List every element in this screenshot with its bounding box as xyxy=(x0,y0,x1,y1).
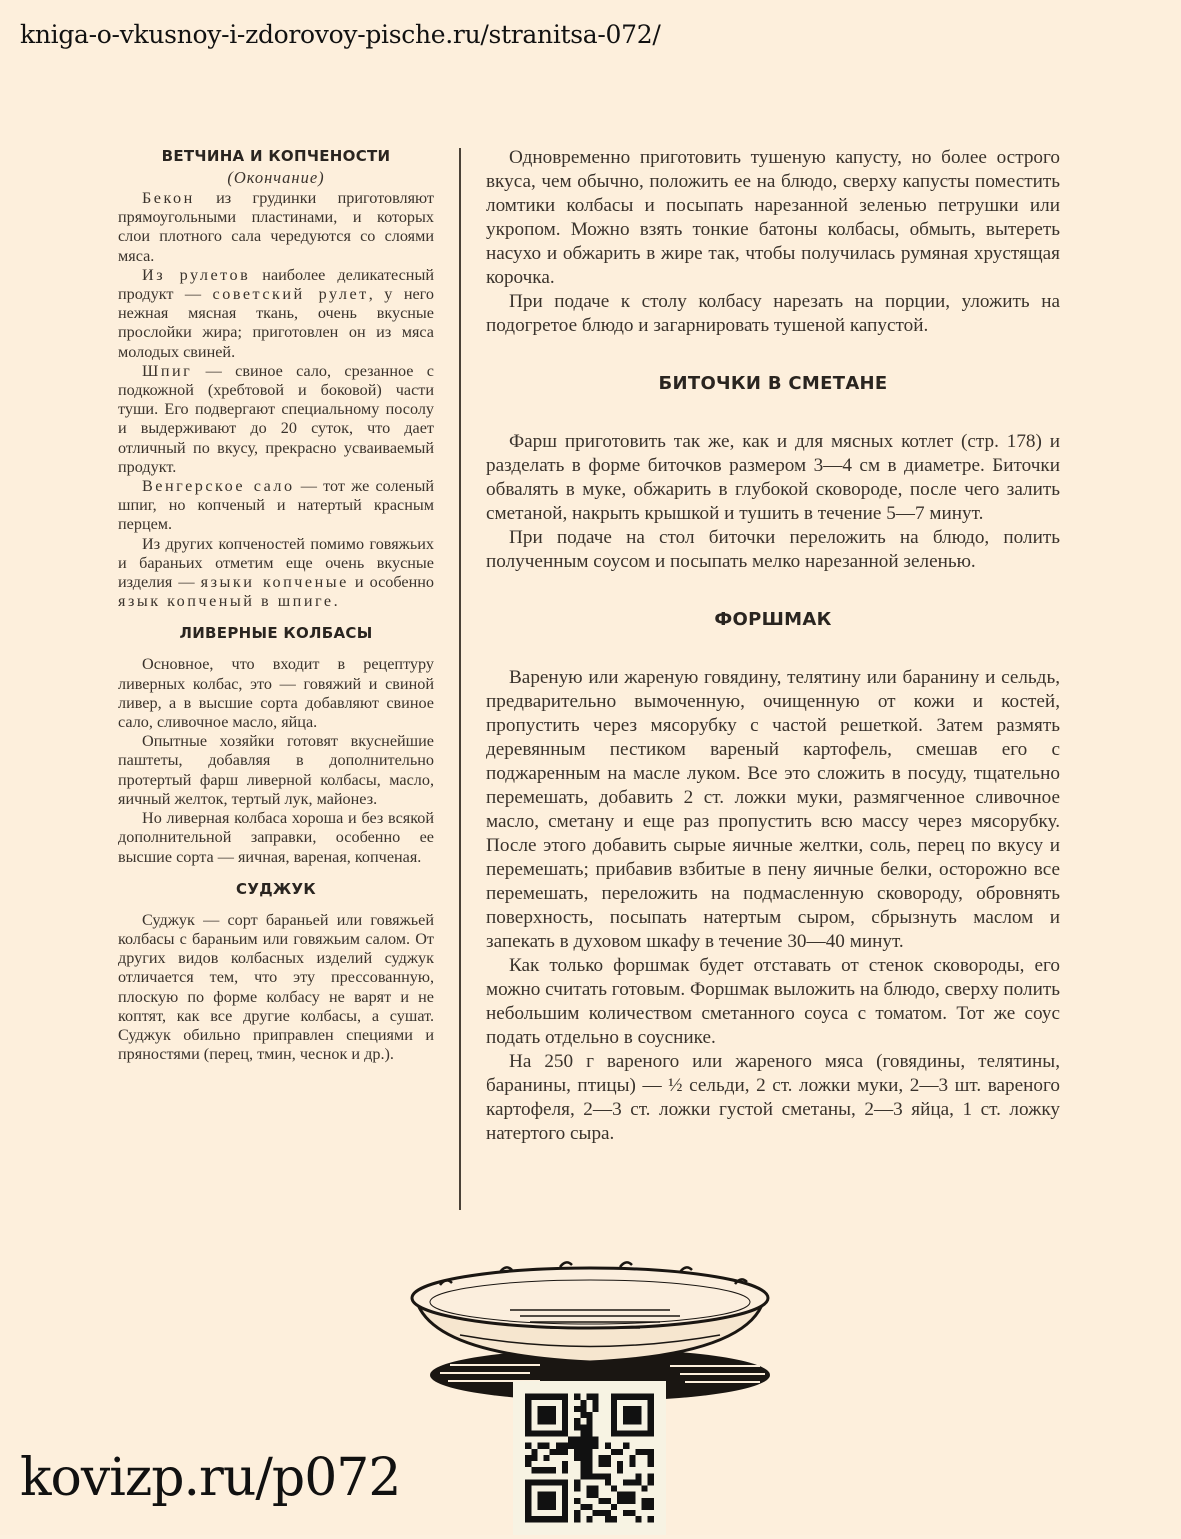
term-shpig: Шпиг xyxy=(142,361,193,380)
recipe-title-bitochki: БИТОЧКИ В СМЕТАНЕ xyxy=(658,373,888,394)
term-hungarian-lard: Венгерское сало xyxy=(142,477,295,496)
term-rolls: Из рулетов xyxy=(142,265,251,284)
paragraph-sudzhuk: Суджук — сорт бараньей или говяжьей колбасы с бараньим или говяжьим салом. От других видов колбасных изделий суджук отличается тем, что эту прессованную, плоскую по форме колбасу не варят и не коптят, как все другие колбасы, а сушат. Суджук обильно приправлен специями и пряностями (перец, тмин, чеснок и др.). xyxy=(118,910,434,1064)
section-title-ham: ВЕТЧИНА И КОПЧЕНОСТИ xyxy=(161,147,391,165)
paragraph-forshmak-1: Вареную или жареную говядину, телятину или баранину и сельдь, предварительно вымоченную, очищенную от кожи и костей, пропустить через мясорубку с частой решеткой. Затем размять деревянным пестиком вареный картофель, смешав его с поджаренным на масле луком. Все это сложить в посуду, тщательно перемешать, добавить 2 ст. ложки муки, размягченное сливочное масло, сметану и еще раз пропустить всю массу через мясорубку. После этого добавить сырые яичные желтки, соль, перец по вкусу и перемешать; прибавив взбитые в пену яичные белки, осторожно все перемешать, переложить на подмасленную сковороду, обровнять поверхность, посыпать натертым сыром, сбрызнуть маслом и запекать в духовом шкафу в течение 30—40 минут. xyxy=(486,667,1060,952)
section-title-sudzhuk: СУДЖУК xyxy=(236,879,316,898)
term-smoked-tongues: языки копченые xyxy=(200,573,349,592)
paragraph-liver-3: Но ливерная колбаса хороша и без всякой дополнительной заправки, особенно ее высшие сорта — яичная, вареная, копченая. xyxy=(118,809,434,866)
paragraph-intro-2: При подаче к столу колбасу нарезать на порции, уложить на подогретое блюдо и загарнировать тушеной капустой. xyxy=(486,291,1060,336)
section-subtitle-continuation: (Окончание) xyxy=(227,168,325,187)
term-soviet-roll: советский рулет xyxy=(212,285,369,304)
recipe-title-forshmak: ФОРШМАК xyxy=(714,609,832,630)
paragraph-bitochki-2: При подаче на стол биточки переложить на блюдо, полить полученным соусом и посыпать мелко нарезанной зеленью. xyxy=(486,527,1060,572)
term-bacon: Бекон xyxy=(142,189,195,207)
paragraph-other-smoked: Из других копченостей помимо говяжьих и бараньих отметим еще очень вкусные изделия — языки копченые и особенно язык копченый в шпиге. xyxy=(118,534,434,611)
paragraph-liver-2: Опытные хозяйки готовят вкуснейшие паштеты, добавляя в дополнительно протертый фарш ливерной колбасы, масло, яичный желток, тертый лук, майонез. xyxy=(118,732,434,808)
section-title-liver-sausages: ЛИВЕРНЫЕ КОЛБАСЫ xyxy=(179,624,373,643)
paragraph-forshmak-2: Как только форшмак будет отставать от стенок сковороды, его можно считать готовым. Форшмак выложить на блюдо, сверху полить небольшим количеством сметанного соуса с томатом. Тот же соус подать отдельно в соуснике. xyxy=(486,955,1060,1048)
qr-code-icon[interactable] xyxy=(513,1381,666,1535)
left-column xyxy=(118,146,434,1064)
term-tongue-in-shpig: язык копченый в шпиге xyxy=(118,592,334,611)
paragraph-liver-1: Основное, что входит в рецептуру ливерных колбас, это — говяжий и свиной ливер, а в высшие сорта добавляют свиное сало, сливочное масло, яйца. xyxy=(118,655,434,732)
paragraph-intro-1: Одновременно приготовить тушеную капусту, но более острого вкуса, чем обычно, положить ее на блюдо, сверху капусты поместить ломтики колбасы и посыпать нарезанной зеленью петрушки или укропом. Можно взять тонкие батоны колбасы, обмыть, вытереть насухо и обжарить в жире так, чтобы получилась румяная хрустящая корочка. xyxy=(486,147,1060,288)
paragraph-shpig: Шпиг — свиное сало, срезанное с подкожной (хребтовой и боковой) части туши. Его подвергают специальному посолу и выдерживают до 20 суток, что дает отличный по вкусу, прекрасно усваиваемый продукт. xyxy=(118,361,434,476)
column-divider xyxy=(459,148,461,1210)
short-url-link[interactable]: kovizp.ru/p072 xyxy=(20,1448,401,1508)
page-url-link[interactable]: kniga-o-vkusnoy-i-zdorovoy-pische.ru/stranitsa-072/ xyxy=(20,20,661,49)
right-column xyxy=(486,146,1060,1146)
paragraph-rolls: Из рулетов наиболее деликатесный продукт — советский рулет, у него нежная мясная ткань, очень вкусные прослойки жира; приготовлен он из мяса молодых свиней. xyxy=(118,265,434,361)
paragraph-bitochki-1: Фарш приготовить так же, как и для мясных котлет (стр. 178) и разделать в форме биточков размером 3—4 см в диаметре. Биточки обвалять в муке, обжарить в глубокой сковороде, после чего залить сметаной, накрыть крышкой и тушить в течение 5—7 минут. xyxy=(486,431,1060,524)
paragraph-bacon: Бекон из грудинки приготовляют прямоугольными пластинами, и которых слои плотного сала чередуются со слоями мяса. xyxy=(118,189,434,265)
paragraph-forshmak-ingredients: На 250 г вареного или жареного мяса (говядины, телятины, баранины, птицы) — ½ сельди, 2 ст. ложки муки, 2—3 шт. вареного картофеля, 2—3 ст. ложки густой сметаны, 2—3 яйца, 1 ст. ложку натертого сыра. xyxy=(486,1051,1060,1144)
paragraph-hungarian-lard: Венгерское сало — тот же соленый шпиг, но копченый и натертый красным перцем. xyxy=(118,477,434,534)
